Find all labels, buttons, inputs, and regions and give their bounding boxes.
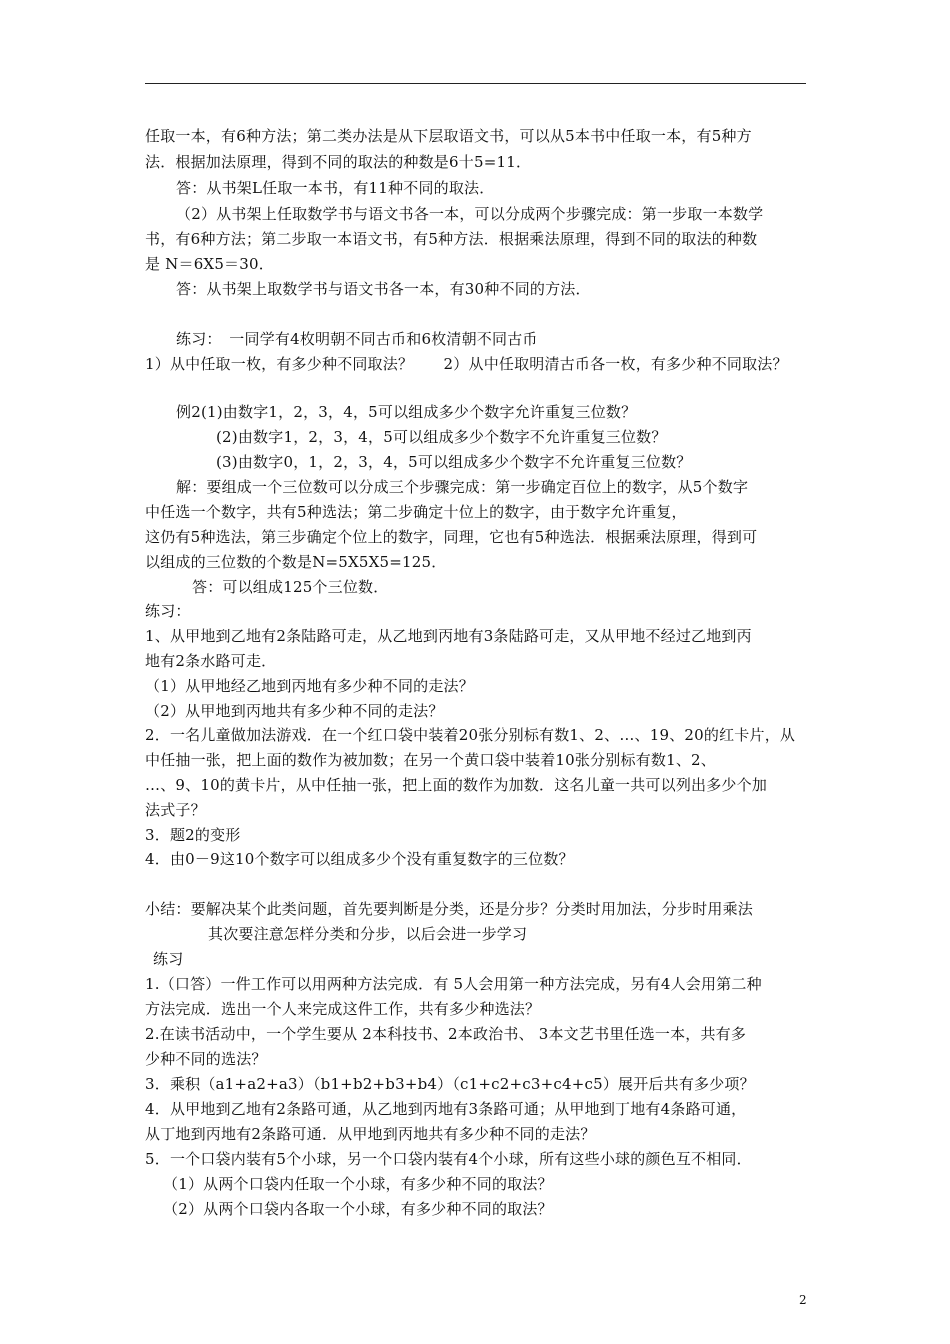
text-line: 法．根据加法原理，得到不同的取法的种数是6十5=11． [145,153,532,171]
text-line: 练习 [153,950,184,968]
text-line: 答：从书架上取数学书与语文书各一本，有30种不同的方法． [176,280,591,298]
text-line: 书，有6种方法；第二步取一本语文书，有5种方法．根据乘法原理，得到不同的取法的种数 [145,230,758,248]
text-line: 任取一本，有6种方法；第二类办法是从下层取语文书，可以从5本书中任取一本，有5种方 [145,127,752,145]
text-line: 地有2条水路可走． [145,652,277,670]
text-line: （1）从甲地经乙地到丙地有多少种不同的走法？ [145,677,474,695]
text-line: （2）从甲地到丙地共有多少种不同的走法？ [145,702,444,720]
text-line: (3)由数字0，1，2，3，4，5可以组成多少个数字不允许重复三位数？ [216,453,692,471]
text-line: 是 N＝6X5＝30． [145,255,274,273]
text-line: 2.在读书活动中，一个学生要从 2本科技书、2本政治书、 3本文艺书里任选一本，共有多 [145,1025,747,1043]
text-line: …、9、10的黄卡片，从中任抽一张，把上面的数作为加数．这名儿童一共可以列出多少个加 [145,776,768,794]
page-number: 2 [799,1293,807,1307]
header-rule [145,83,806,84]
text-line: 小结：要解决某个此类问题，首先要判断是分类，还是分步？分类时用加法，分步时用乘法 [145,900,754,918]
text-line: 其次要注意怎样分类和分步，以后会进一步学习 [208,925,528,943]
text-line: 方法完成．选出一个人来完成这件工作，共有多少种选法？ [145,1000,541,1018]
text-line: （2）从两个口袋内各取一个小球，有多少种不同的取法？ [163,1200,553,1218]
text-line: 3．乘积（a1+a2+a3）（b1+b2+b3+b4）（c1+c2+c3+c4+c5）展开后共有多少项？ [145,1075,755,1093]
text-line: 法式子？ [145,801,206,819]
text-line: 例2(1)由数字1，2，3，4，5可以组成多少个数字允许重复三位数？ [176,403,637,421]
text-line: 少种不同的选法？ [145,1050,267,1068]
text-line: 练习： 一同学有4枚明朝不同古币和6枚清朝不同古币 [176,330,538,348]
text-line: 4．从甲地到乙地有2条路可通，从乙地到丙地有3条路可通；从甲地到丁地有4条路可通， [145,1100,747,1118]
text-line: 答：可以组成125个三位数． [192,578,389,596]
text-line: 4．由0－9这10个数字可以组成多少个没有重复数字的三位数？ [145,850,574,868]
text-line: （2）从书架上任取数学书与语文书各一本，可以分成两个步骤完成：第一步取一本数学 [176,205,764,223]
text-line: 练习： [145,602,191,620]
text-line: 解：要组成一个三位数可以分成三个步骤完成：第一步确定百位上的数字，从5个数字 [176,478,749,496]
text-line: 这仍有5种选法，第三步确定个位上的数字，同理，它也有5种选法．根据乘法原理，得到可 [145,528,758,546]
text-line: 从丁地到丙地有2条路可通．从甲地到丙地共有多少种不同的走法？ [145,1125,596,1143]
text-line: (2)由数字1，2，3，4，5可以组成多少个数字不允许重复三位数？ [216,428,667,446]
text-line: 中任抽一张，把上面的数作为被加数；在另一个黄口袋中装着10张分别标有数1、2、 [145,751,716,769]
text-line: 2．一名儿童做加法游戏．在一个红口袋中装着20张分别标有数1、2、…、19、20的红卡片，从 [145,726,796,744]
text-line: 以组成的三位数的个数是N=5X5X5=125． [145,553,447,571]
text-line: 1）从中任取一枚，有多少种不同取法？ 2）从中任取明清古币各一枚，有多少种不同取法？ [145,355,788,373]
text-line: （1）从两个口袋内任取一个小球，有多少种不同的取法？ [163,1175,553,1193]
text-line: 1.（口答）一件工作可以用两种方法完成．有 5人会用第一种方法完成，另有4人会用第二种 [145,975,762,993]
text-line: 答：从书架L任取一本书，有11种不同的取法． [176,179,495,197]
text-line: 中任选一个数字，共有5种选法；第二步确定十位上的数字，由于数字允许重复， [145,503,687,521]
text-line: 1、从甲地到乙地有2条陆路可走，从乙地到丙地有3条陆路可走，又从甲地不经过乙地到丙 [145,627,752,645]
text-line: 5．一个口袋内装有5个小球，另一个口袋内装有4个小球，所有这些小球的颜色互不相同． [145,1150,752,1168]
text-line: 3．题2的变形 [145,826,241,844]
